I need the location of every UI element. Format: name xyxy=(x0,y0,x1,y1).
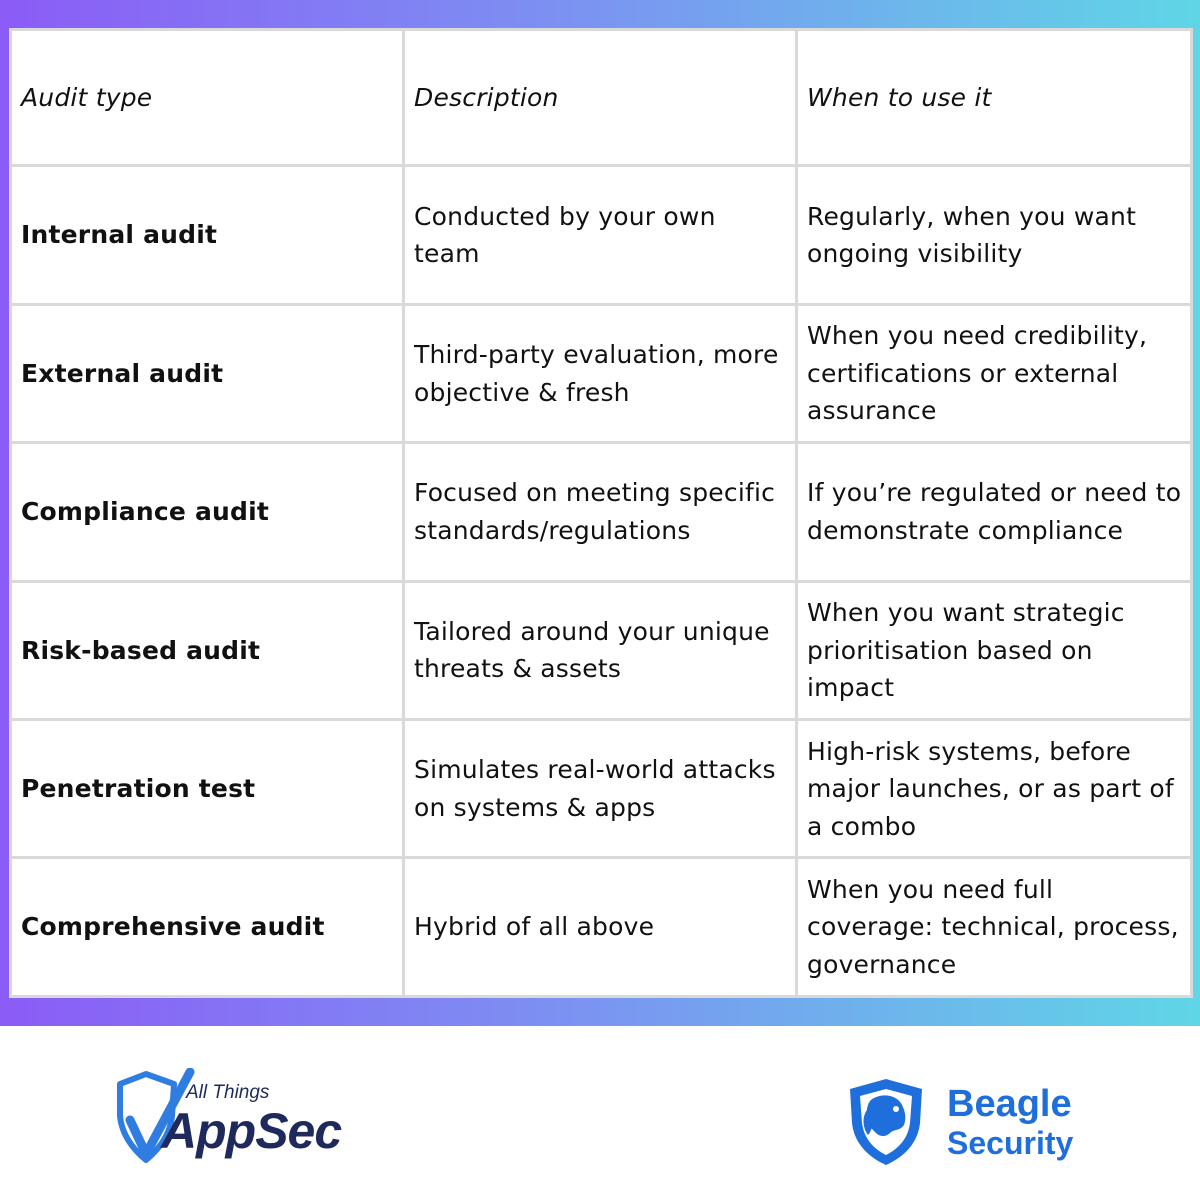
audit-type-cell: External audit xyxy=(11,304,404,442)
description-cell: Conducted by your own team xyxy=(404,166,797,304)
security-logo-text: Security xyxy=(947,1125,1074,1161)
when-cell: When you want strategic prioritisation based on impact xyxy=(797,581,1192,719)
appsec-logo-small-text: All Things xyxy=(186,1082,270,1103)
when-cell: High-risk systems, before major launches, or as part of a combo xyxy=(797,720,1192,858)
table-row xyxy=(11,858,1192,997)
table-row xyxy=(11,443,1192,581)
header-when-to-use: When to use it xyxy=(797,30,1192,166)
beagle-logo-text: Beagle xyxy=(947,1083,1072,1125)
beagle-security-logo xyxy=(840,1075,1100,1175)
when-cell: Regularly, when you want ongoing visibility xyxy=(797,166,1192,304)
audit-type-cell: Risk-based audit xyxy=(11,581,404,719)
all-things-appsec-logo xyxy=(116,1068,376,1168)
when-cell: When you need credibility, certifications or external assurance xyxy=(797,304,1192,442)
table-header-row xyxy=(11,30,1192,166)
description-cell: Third-party evaluation, more objective & fresh xyxy=(404,304,797,442)
description-cell: Focused on meeting specific standards/regulations xyxy=(404,443,797,581)
table-row xyxy=(11,304,1192,442)
audit-type-cell: Internal audit xyxy=(11,166,404,304)
header-audit-type: Audit type xyxy=(11,30,404,166)
table-row xyxy=(11,166,1192,304)
when-cell: When you need full coverage: technical, process, governance xyxy=(797,858,1192,997)
audit-type-cell: Compliance audit xyxy=(11,443,404,581)
audit-type-cell: Comprehensive audit xyxy=(11,858,404,997)
description-cell: Hybrid of all above xyxy=(404,858,797,997)
beagle-shield-icon xyxy=(840,1075,932,1167)
table-row xyxy=(11,720,1192,858)
table-row xyxy=(11,581,1192,719)
audit-types-table xyxy=(9,28,1193,998)
when-cell: If you’re regulated or need to demonstrate compliance xyxy=(797,443,1192,581)
description-cell: Simulates real-world attacks on systems & apps xyxy=(404,720,797,858)
audit-type-cell: Penetration test xyxy=(11,720,404,858)
header-description: Description xyxy=(404,30,797,166)
description-cell: Tailored around your unique threats & assets xyxy=(404,581,797,719)
appsec-logo-big-text: AppSec xyxy=(161,1103,342,1159)
